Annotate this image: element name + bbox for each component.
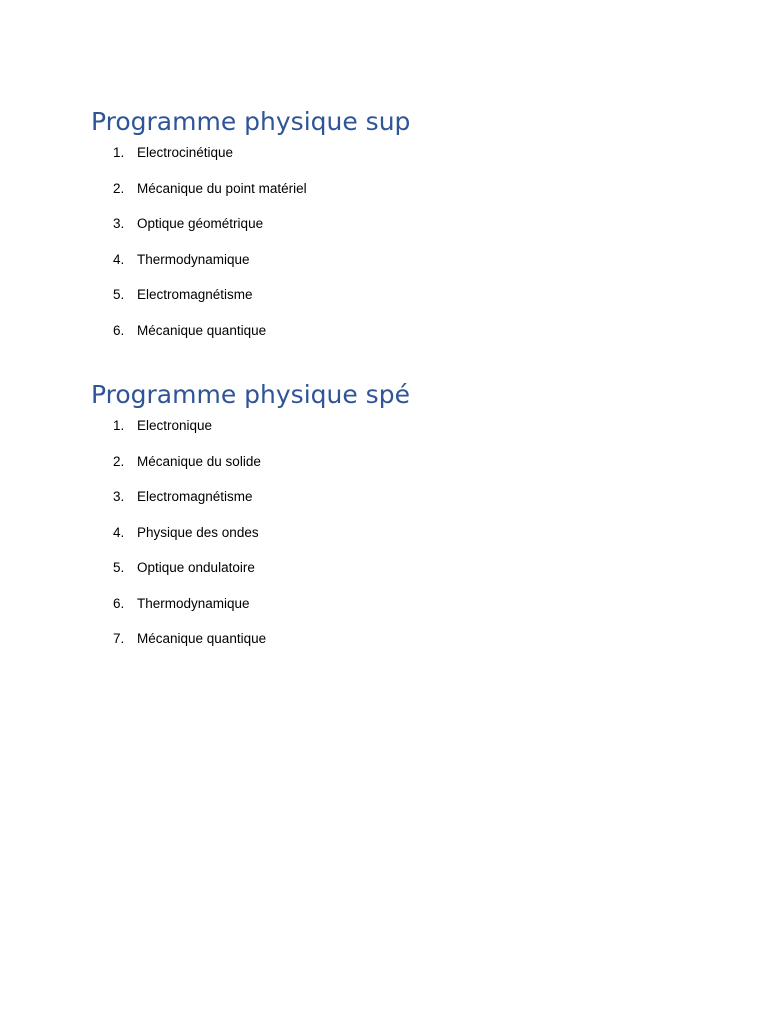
topic-list [91, 413, 691, 662]
section-programme-spe [91, 377, 691, 662]
list-item-label: Electromagnétisme [137, 489, 253, 504]
list-item-label: Thermodynamique [137, 595, 250, 611]
list-item-label: Mécanique du point matériel [137, 180, 307, 196]
list-item-label: Electronique [137, 418, 213, 433]
list-item-label: Mécanique du solide [137, 453, 261, 469]
list-item-number: 7. [113, 631, 125, 646]
section-programme-sup [91, 104, 691, 353]
list-item-number: 3. [113, 489, 125, 504]
section-heading: Programme physique spé [91, 380, 410, 409]
list-item-number: 2. [113, 180, 125, 196]
list-item-number: 5. [113, 287, 125, 302]
list-item [91, 413, 691, 449]
list-item [91, 484, 691, 520]
list-item [91, 211, 691, 247]
list-item-label: Electromagnétisme [137, 287, 253, 302]
section-heading: Programme physique sup [91, 107, 411, 136]
list-item-label: Optique ondulatoire [137, 560, 255, 575]
list-item-number: 5. [113, 560, 125, 575]
list-item [91, 247, 691, 283]
list-item-label: Mécanique quantique [137, 631, 267, 646]
list-item [91, 626, 691, 662]
topic-list [91, 140, 691, 353]
list-item-label: Optique géométrique [137, 216, 264, 231]
list-item-label: Electrocinétique [137, 145, 234, 160]
list-item-number: 6. [113, 595, 125, 611]
list-item [91, 520, 691, 556]
list-item-label: Physique des ondes [137, 524, 259, 540]
list-item-number: 2. [113, 453, 125, 469]
list-item-label: Mécanique quantique [137, 322, 267, 338]
list-item-label: Thermodynamique [137, 251, 250, 267]
list-item-number: 1. [113, 418, 125, 433]
list-item [91, 591, 691, 627]
list-item [91, 555, 691, 591]
list-item-number: 6. [113, 322, 125, 338]
list-item [91, 176, 691, 212]
list-item-number: 4. [113, 251, 125, 267]
list-item-number: 3. [113, 216, 125, 231]
list-item-number: 1. [113, 145, 125, 160]
list-item [91, 282, 691, 318]
list-item [91, 449, 691, 485]
list-item [91, 318, 691, 354]
list-item-number: 4. [113, 524, 125, 540]
list-item [91, 140, 691, 176]
